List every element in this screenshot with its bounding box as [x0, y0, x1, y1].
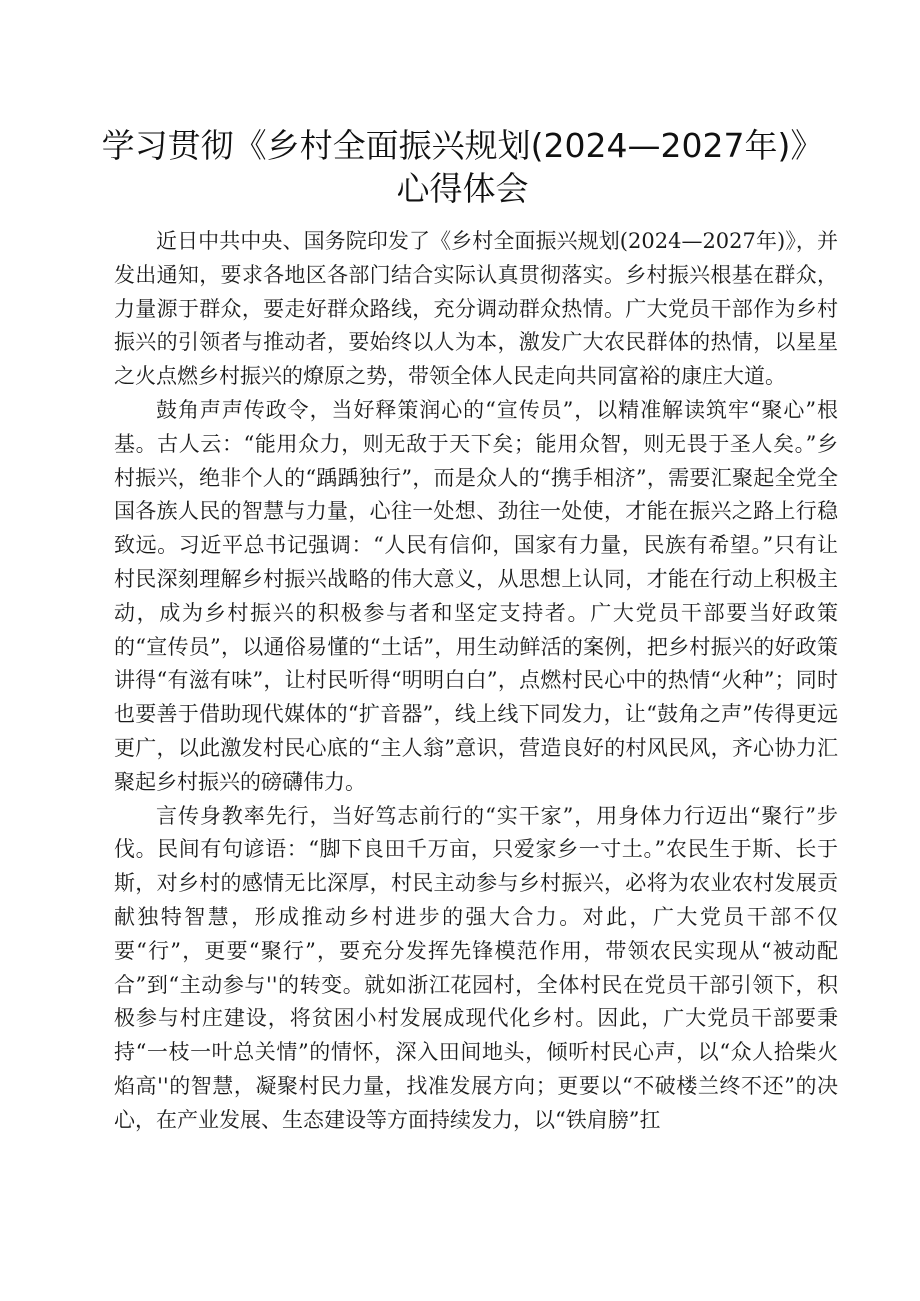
paragraph-2: 鼓角声声传政令，当好释策润心的“宣传员”，以精准解读筑牢“聚心”根基。古人云：“能用众力，则无敌于天下矣；能用众智，则无畏于圣人矣。”乡村振兴，绝非个人的“踽踽独行”，而是众人的“携手相济”，需要汇聚起全党全国各族人民的智慧与力量，心往一处想、劲往一处使，才能在振兴之路上行稳致远。习近平总书记强调：“人民有信仰，国家有力量，民族有希望。”只有让村民深刻理解乡村振兴战略的伟大意义，从思想上认同，才能在行动上积极主动，成为乡村振兴的积极参与者和坚定支持者。广大党员干部要当好政策的“宣传员”，以通俗易懂的“土话”，用生动鲜活的案例，把乡村振兴的好政策讲得“有滋有味”，让村民听得“明明白白”，点燃村民心中的热情“火种”；同时也要善于借助现代媒体的“扩音器”，线上线下同发力，让“鼓角之声”传得更远更广，以此激发村民心底的“主人翁”意识，营造良好的村风民风，齐心协力汇聚起乡村振兴的磅礴伟力。 [114, 397, 838, 794]
document-body [114, 225, 838, 1138]
paragraph-3: 言传身教率先行，当好笃志前行的“实干家”，用身体力行迈出“聚行”步伐。民间有句谚语：“脚下良田千万亩，只爱家乡一寸土。”农民生于斯、长于斯，对乡村的感情无比深厚，村民主动参与乡村振兴，必将为农业农村发展贡献独特智慧，形成推动乡村进步的强大合力。对此，广大党员干部不仅要“行”，更要“聚行”，要充分发挥先锋模范作用，带领农民实现从“被动配合”到“主动参与''的转变。就如浙江花园村，全体村民在党员干部引领下，积极参与村庄建设，将贫困小村发展成现代化乡村。因此，广大党员干部要秉持“一枝一叶总关情”的情怀，深入田间地头，倾听村民心声，以“众人拾柴火焰高''的智慧，凝聚村民力量，找准发展方向；更要以“不破楼兰终不还”的决心，在产业发展、生态建设等方面持续发力，以“铁肩膀”扛 [114, 803, 838, 1132]
document-title: 学习贯彻《乡村全面振兴规划(2024—2027年)》心得体会 [101, 126, 824, 208]
paragraph-1: 近日中共中央、国务院印发了《乡村全面振兴规划(2024—2027年)》，并发出通知，要求各地区各部门结合实际认真贯彻落实。乡村振兴根基在群众，力量源于群众，要走好群众路线，充分调动群众热情。广大党员干部作为乡村振兴的引领者与推动者，要始终以人为本，激发广大农民群体的热情，以星星之火点燃乡村振兴的燎原之势，带领全体人民走向共同富裕的康庄大道。 [114, 229, 838, 389]
